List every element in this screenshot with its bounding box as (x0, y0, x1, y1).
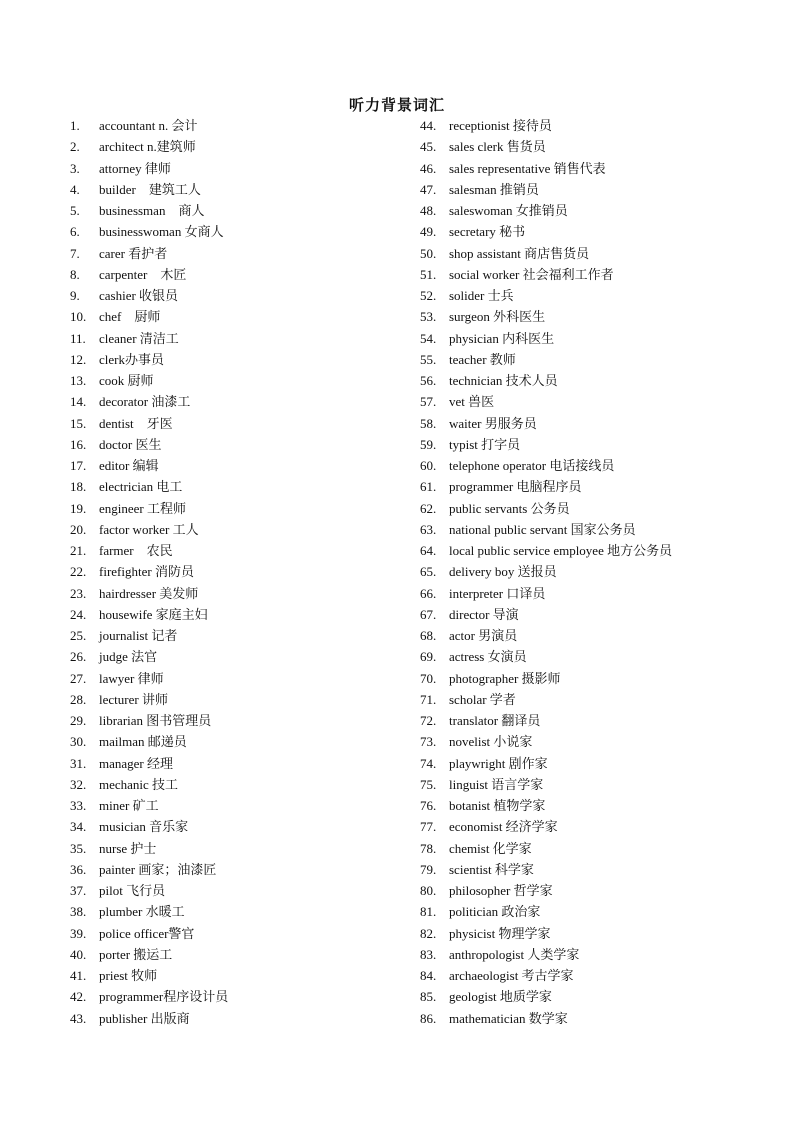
vocab-item (70, 413, 228, 434)
vocab-item-number: 75. (420, 776, 437, 792)
vocab-item-term: lecturer 讲师 (99, 691, 168, 707)
vocab-item-term: doctor 医生 (99, 436, 162, 452)
vocab-item (420, 838, 672, 859)
vocab-item (420, 689, 672, 710)
vocab-item-number: 68. (420, 628, 437, 643)
vocab-item-term: housewife 家庭主妇 (99, 606, 208, 622)
vocab-item (420, 200, 672, 221)
vocab-item (420, 179, 672, 200)
vocab-item (420, 774, 672, 795)
vocab-item-term: judge 法官 (99, 649, 158, 665)
vocab-item (420, 561, 672, 582)
vocab-item-term: priest 牧师 (99, 968, 158, 983)
vocab-item (420, 264, 672, 285)
vocab-item-term: lawyer 律师 (99, 670, 164, 686)
vocab-item (70, 753, 228, 774)
vocab-item (70, 455, 228, 476)
vocab-item (420, 986, 672, 1007)
vocab-item-number: 17. (70, 458, 87, 473)
vocab-item-number: 48. (420, 203, 437, 218)
vocab-item-term: miner 矿工 (99, 798, 159, 813)
vocab-item (420, 306, 672, 327)
vocab-item-term: receptionist 接待员 (449, 118, 552, 133)
vocab-item (70, 986, 228, 1007)
vocab-item-number: 7. (70, 245, 80, 261)
vocab-item-term: mathematician 数学家 (449, 1010, 568, 1026)
vocab-item-number: 23. (70, 585, 87, 601)
vocab-item (420, 859, 672, 880)
vocab-item-term: porter 搬运工 (99, 946, 173, 962)
vocab-item-number: 34. (70, 819, 87, 835)
vocab-item (70, 965, 228, 986)
vocab-item-number: 35. (70, 840, 87, 856)
vocab-item-term: geologist 地质学家 (449, 989, 552, 1005)
vocab-item-number: 49. (420, 224, 437, 240)
vocab-item-number: 3. (70, 160, 80, 176)
vocab-item-number: 14. (70, 394, 87, 410)
vocab-item-term: publisher 出版商 (99, 1010, 190, 1026)
vocab-item-term: sales clerk 售货员 (449, 139, 546, 155)
vocab-item-number: 61. (420, 479, 437, 495)
vocab-item-number: 55. (420, 351, 437, 367)
vocab-item-number: 25. (70, 628, 87, 643)
vocab-item-term: attorney 律师 (99, 160, 171, 176)
vocab-item-term: public servants 公务员 (449, 500, 570, 516)
vocab-item (420, 540, 672, 561)
vocab-item (70, 498, 228, 519)
vocab-item-number: 50. (420, 245, 437, 261)
vocab-item (420, 370, 672, 391)
vocab-item-number: 76. (420, 798, 437, 813)
vocab-item-term: linguist 语言学家 (449, 776, 544, 792)
vocab-item-number: 83. (420, 946, 437, 962)
vocab-item-term: economist 经济学家 (449, 819, 558, 835)
vocab-item-term: actress 女演员 (449, 649, 527, 665)
vocab-item (420, 1008, 672, 1029)
vocab-item-term: programmer程序设计员 (99, 989, 229, 1005)
vocab-item-term: local public service employee 地方公务员 (449, 543, 673, 558)
vocab-item (70, 391, 228, 412)
vocab-item-number: 1. (70, 118, 80, 133)
vocab-item-number: 77. (420, 819, 437, 835)
vocab-item-number: 63. (420, 521, 437, 537)
vocab-item-term: playwright 剧作家 (449, 755, 548, 771)
vocab-item-term: librarian 图书管理员 (99, 713, 212, 728)
vocab-item-term: translator 翻译员 (449, 713, 541, 728)
vocab-item-number: 56. (420, 373, 437, 388)
vocab-item-number: 74. (420, 755, 437, 771)
vocab-item (420, 583, 672, 604)
vocab-item (70, 838, 228, 859)
vocab-list-right (420, 115, 672, 1029)
vocab-item-term: scholar 学者 (449, 691, 516, 707)
vocab-item-number: 19. (70, 500, 87, 516)
vocab-item-number: 9. (70, 288, 80, 303)
vocab-item-term: telephone operator 电话接线员 (449, 458, 615, 473)
vocab-item-term: firefighter 消防员 (99, 564, 194, 580)
vocab-item (70, 583, 228, 604)
vocab-item-term: physician 内科医生 (449, 330, 555, 346)
vocab-item-number: 2. (70, 139, 80, 155)
vocab-item-term: typist 打字员 (449, 436, 521, 452)
vocab-item-number: 15. (70, 415, 87, 431)
vocab-item (70, 859, 228, 880)
vocab-item (70, 243, 228, 264)
vocab-item-term: cashier 收银员 (99, 288, 179, 303)
vocab-item-number: 26. (70, 649, 87, 665)
vocab-item-number: 5. (70, 203, 80, 218)
vocab-item (420, 158, 672, 179)
vocab-item-number: 53. (420, 309, 437, 325)
vocab-item-number: 65. (420, 564, 437, 580)
vocab-item (70, 795, 228, 816)
vocab-item (70, 476, 228, 497)
vocab-item-term: pilot 飞行员 (99, 883, 166, 898)
vocab-item (420, 498, 672, 519)
vocab-item (420, 285, 672, 306)
vocab-item (70, 200, 228, 221)
vocab-item-number: 30. (70, 734, 87, 750)
vocab-item-number: 6. (70, 224, 80, 240)
vocab-item-term: factor worker 工人 (99, 521, 199, 537)
vocab-item (420, 604, 672, 625)
vocab-item-number: 43. (70, 1010, 87, 1026)
vocab-item-term: waiter 男服务员 (449, 415, 537, 431)
vocab-item-term: botanist 植物学家 (449, 798, 546, 813)
vocab-item (70, 264, 228, 285)
vocab-item-term: vet 兽医 (449, 394, 495, 410)
vocab-item (420, 413, 672, 434)
vocab-item (70, 136, 228, 157)
vocab-item-number: 29. (70, 713, 87, 728)
vocab-item (70, 668, 228, 689)
vocab-item-term: technician 技术人员 (449, 373, 558, 388)
vocab-item (420, 923, 672, 944)
vocab-item-term: interpreter 口译员 (449, 585, 546, 601)
vocab-item-term: mechanic 技工 (99, 776, 179, 792)
vocab-item-term: saleswoman 女推销员 (449, 203, 568, 218)
vocab-item (70, 349, 228, 370)
vocab-item-term: salesman 推销员 (449, 181, 539, 197)
vocab-item-term: archaeologist 考古学家 (449, 968, 574, 983)
vocab-item-number: 33. (70, 798, 87, 813)
vocab-item-number: 8. (70, 266, 80, 282)
vocab-item (70, 179, 228, 200)
vocab-item-number: 67. (420, 606, 437, 622)
vocab-item-term: solider 士兵 (449, 288, 514, 303)
vocab-item (70, 646, 228, 667)
vocab-item (70, 519, 228, 540)
vocab-item-term: scientist 科学家 (449, 861, 534, 877)
vocab-item-term: journalist 记者 (99, 628, 178, 643)
vocab-item-term: chef 厨师 (99, 309, 161, 325)
vocab-item (420, 476, 672, 497)
vocab-item-number: 13. (70, 373, 87, 388)
vocab-item-term: cook 厨师 (99, 373, 154, 388)
vocab-item (70, 306, 228, 327)
vocab-item-number: 46. (420, 160, 437, 176)
vocab-item (420, 455, 672, 476)
vocab-item-term: musician 音乐家 (99, 819, 189, 835)
vocab-item (420, 349, 672, 370)
vocab-item-number: 16. (70, 436, 87, 452)
vocab-item (70, 285, 228, 306)
vocab-item (420, 221, 672, 242)
vocab-item-number: 28. (70, 691, 87, 707)
vocab-item (420, 136, 672, 157)
vocab-item-number: 36. (70, 861, 87, 877)
vocab-item-term: philosopher 哲学家 (449, 883, 553, 898)
vocab-item (70, 710, 228, 731)
vocab-item-number: 80. (420, 883, 437, 898)
vocab-item-term: police officer警官 (99, 925, 195, 941)
vocab-item-number: 24. (70, 606, 87, 622)
vocab-item (70, 774, 228, 795)
vocab-item-number: 79. (420, 861, 437, 877)
vocab-item-term: clerk办事员 (99, 351, 164, 367)
vocab-item-number: 32. (70, 776, 87, 792)
vocab-item-number: 62. (420, 500, 437, 516)
vocab-item (70, 115, 228, 136)
vocab-item-number: 27. (70, 670, 87, 686)
vocab-item (420, 434, 672, 455)
vocab-item-number: 12. (70, 351, 87, 367)
vocab-item (420, 115, 672, 136)
vocab-item (420, 901, 672, 922)
vocab-item-number: 10. (70, 309, 87, 325)
vocab-item-term: delivery boy 送报员 (449, 564, 557, 580)
vocab-item-term: secretary 秘书 (449, 224, 526, 240)
vocab-item-term: decorator 油漆工 (99, 394, 191, 410)
vocab-item-term: electrician 电工 (99, 479, 183, 495)
vocab-item-number: 60. (420, 458, 437, 473)
vocab-item (420, 731, 672, 752)
vocab-item-number: 37. (70, 883, 87, 898)
vocab-item-number: 21. (70, 543, 87, 558)
vocab-item (420, 944, 672, 965)
vocab-item (70, 625, 228, 646)
vocab-item-term: nurse 护士 (99, 840, 157, 856)
vocab-item-number: 71. (420, 691, 437, 707)
vocab-item-term: carer 看护者 (99, 245, 168, 261)
page-title: 听力背景词汇 (348, 98, 445, 114)
vocab-item-term: sales representative 销售代表 (449, 160, 606, 176)
vocab-item-number: 82. (420, 925, 437, 941)
vocab-item (70, 944, 228, 965)
vocab-item-number: 58. (420, 415, 437, 431)
vocab-item-term: engineer 工程师 (99, 500, 187, 516)
vocab-item (420, 328, 672, 349)
vocab-item-number: 44. (420, 118, 437, 133)
vocab-list-left (70, 115, 228, 1029)
vocab-item-number: 31. (70, 755, 87, 771)
vocab-item (70, 880, 228, 901)
vocab-item-number: 72. (420, 713, 437, 728)
vocab-item-term: anthropologist 人类学家 (449, 946, 580, 962)
vocab-item-number: 4. (70, 181, 80, 197)
vocab-item (420, 710, 672, 731)
vocab-item-term: photographer 摄影师 (449, 670, 561, 686)
vocab-item-term: shop assistant 商店售货员 (449, 245, 590, 261)
vocab-item-number: 39. (70, 925, 87, 941)
vocab-item-term: actor 男演员 (449, 628, 518, 643)
vocab-item-term: editor 编辑 (99, 458, 159, 473)
vocab-item-number: 38. (70, 904, 87, 920)
vocab-item (70, 328, 228, 349)
vocab-item-term: carpenter 木匠 (99, 266, 187, 282)
vocab-item (70, 689, 228, 710)
vocab-item (420, 391, 672, 412)
vocab-item-term: national public servant 国家公务员 (449, 521, 636, 537)
vocab-item-number: 41. (70, 968, 87, 983)
vocab-item (420, 880, 672, 901)
vocab-item (70, 901, 228, 922)
vocab-item (70, 434, 228, 455)
vocab-item-number: 57. (420, 394, 437, 410)
vocab-item-number: 73. (420, 734, 437, 750)
vocab-item (420, 668, 672, 689)
vocab-item (70, 604, 228, 625)
vocab-item-term: novelist 小说家 (449, 734, 533, 750)
vocab-item-number: 47. (420, 181, 437, 197)
vocab-item-number: 86. (420, 1010, 437, 1026)
vocab-item (420, 519, 672, 540)
vocab-item (70, 1008, 228, 1029)
vocab-item-term: social worker 社会福利工作者 (449, 266, 614, 282)
vocab-item-number: 42. (70, 989, 87, 1005)
vocab-item-term: painter 画家；油漆匠 (99, 861, 217, 877)
vocab-item (420, 816, 672, 837)
vocab-item (70, 158, 228, 179)
vocab-item-number: 69. (420, 649, 437, 665)
vocab-item-number: 51. (420, 266, 437, 282)
vocab-item-term: surgeon 外科医生 (449, 309, 546, 325)
vocab-item-term: teacher 教师 (449, 351, 516, 367)
vocab-item (420, 243, 672, 264)
vocab-item-number: 64. (420, 543, 437, 558)
vocab-item-term: builder 建筑工人 (99, 181, 201, 197)
vocab-item-number: 22. (70, 564, 87, 580)
vocab-item-term: farmer 农民 (99, 543, 173, 558)
vocab-item (70, 540, 228, 561)
vocab-item-term: manager 经理 (99, 755, 174, 771)
vocab-item-number: 45. (420, 139, 437, 155)
vocab-item-term: physicist 物理学家 (449, 925, 551, 941)
vocab-item-term: director 导演 (449, 606, 519, 622)
vocab-item-term: mailman 邮递员 (99, 734, 187, 750)
vocab-item-term: programmer 电脑程序员 (449, 479, 582, 495)
vocab-item (420, 753, 672, 774)
vocab-item-number: 11. (70, 330, 86, 346)
vocab-item-number: 70. (420, 670, 437, 686)
vocab-item (70, 370, 228, 391)
vocab-item-term: cleaner 清洁工 (99, 330, 179, 346)
vocab-item-number: 84. (420, 968, 437, 983)
vocab-item-term: businessman 商人 (99, 203, 205, 218)
vocab-item-term: chemist 化学家 (449, 840, 532, 856)
vocab-item-number: 66. (420, 585, 437, 601)
vocab-item (70, 731, 228, 752)
vocab-item (70, 816, 228, 837)
vocab-item-term: businesswoman 女商人 (99, 224, 224, 240)
vocab-item-number: 54. (420, 330, 437, 346)
vocab-item-term: politician 政治家 (449, 904, 541, 920)
vocab-item (420, 795, 672, 816)
vocab-item (420, 625, 672, 646)
vocab-item-term: hairdresser 美发师 (99, 585, 199, 601)
vocab-item-term: plumber 水暖工 (99, 904, 185, 920)
vocab-item-number: 59. (420, 436, 437, 452)
vocab-item-term: accountant n. 会计 (99, 118, 198, 133)
vocab-item (420, 646, 672, 667)
vocab-item-number: 52. (420, 288, 437, 303)
vocab-item-number: 85. (420, 989, 437, 1005)
vocab-item-term: dentist 牙医 (99, 415, 173, 431)
vocab-item (70, 923, 228, 944)
vocab-item-term: architect n.建筑师 (99, 139, 196, 155)
vocab-item-number: 81. (420, 904, 437, 920)
vocab-item-number: 20. (70, 521, 87, 537)
vocab-item-number: 78. (420, 840, 437, 856)
vocab-item-number: 40. (70, 946, 87, 962)
vocab-item (70, 561, 228, 582)
vocab-item (70, 221, 228, 242)
vocab-item-number: 18. (70, 479, 87, 495)
vocab-item (420, 965, 672, 986)
